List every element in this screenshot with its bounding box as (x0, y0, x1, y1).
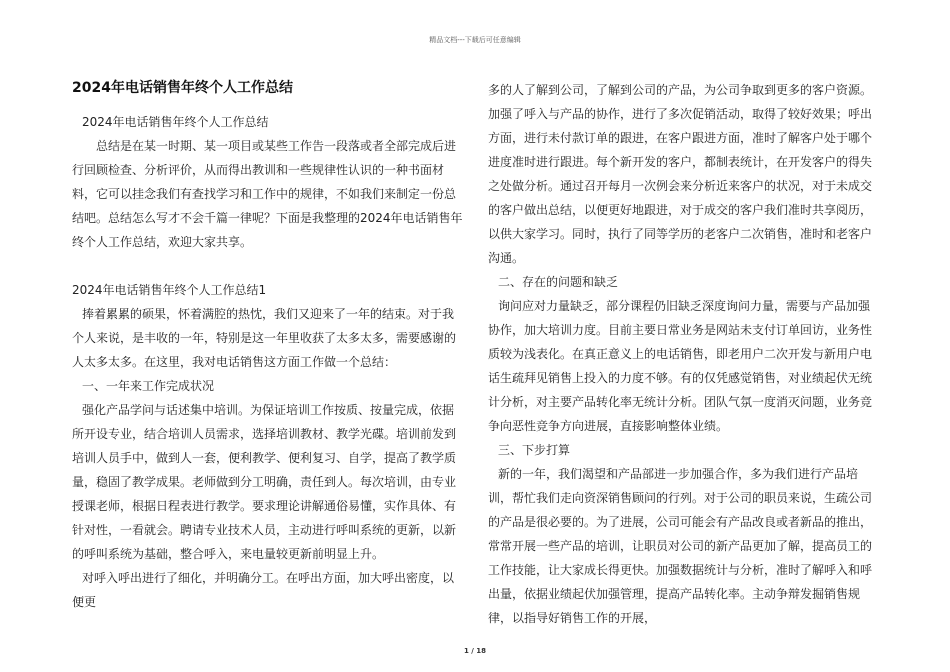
section-title: 2024年电话销售年终个人工作总结1 (72, 283, 267, 297)
body-paragraph: 对呼入呼出进行了细化，并明确分工。在呼出方面，加大呼出密度，以便更 (72, 571, 455, 609)
section-heading: 一、一年来工作完成状况 (82, 379, 215, 393)
body-paragraph: 捧着累累的硕果，怀着满腔的热忱，我们又迎来了一年的结束。对于我个人来说，是丰收的一年，特别是这一年里收获了太多太多，需要感谢的人太多太多。在这里，我对电话销售这方面工作做一个总结： (72, 307, 457, 369)
document-title: 2024年电话销售年终个人工作总结 (72, 80, 293, 96)
section-heading: 二、存在的问题和缺乏 (498, 275, 619, 289)
body-paragraph: 新的一年，我们渴望和产品部进一步加强合作，多为我们进行产品培训，帮忙我们走向资深销售顾问的行列。对于公司的职员来说，生疏公司的产品是很必要的。为了进展，公司可能会有产品改良或者新品的推出，常常开展一些产品的培训，让职员对公司的新产品更加了解，提高员工的工作技能，让大家成长得更快。加强数据统计与分析，准时了解呼入和呼出量，依据业绩起伏加强管理，提高产品转化率。主动争辩发掘销售规律，以指导好销售工作的开展， (488, 467, 873, 625)
document-subtitle: 2024年电话销售年终个人工作总结 (82, 115, 269, 129)
header-note: 精品文档---下载后可任意编辑 (429, 36, 521, 44)
body-paragraph: 询问应对力量缺乏，部分课程仍旧缺乏深度询问力量，需要与产品加强协作，加大培训力度。目前主要日常业务是网站未支付订单回访，业务性质较为浅表化。在真正意义上的电话销售，即老用户二次开发与新用户电话生疏拜见销售上投入的力度不够。有的仅凭感觉销售，对业绩起伏无统计分析，对主要产品转化率无统计分析。团队气氛一度消灭问题，业务竞争向恶性竞争方向进展，直接影响整体业绩。 (488, 299, 873, 433)
section-heading: 三、下步打算 (498, 443, 571, 457)
right-column (488, 78, 880, 630)
intro-paragraph: 总结是在某一时期、某一项目或某些工作告一段落或者全部完成后进行回顾检查、分析评价，从而得出教训和一些规律性认识的一种书面材料，它可以挂念我们有查找学习和工作中的规律，不如我们来制定一份总结吧。总结怎么写才不会千篇一律呢？下面是我整理的2024年电话销售年终个人工作总结，欢迎大家共享。 (72, 139, 463, 249)
spacer (72, 254, 464, 278)
page-number: 1 / 18 (463, 647, 487, 655)
body-paragraph: 强化产品学问与话述集中培训。为保证培训工作按质、按量完成，依据所开设专业，结合培训人员需求，选择培训教材、教学光碟。培训前发到培训人员手中，做到人一套，便利教学、便利复习、自学，提高了教学质量，稳固了教学成果。老师做到分工明确，责任到人。每次培训，由专业授课老师，根据日程表进行教学。要求理论讲解通俗易懂，实作具体、有针对性，一看就会。聘请专业技术人员，主动进行呼叫系统的更新，以新的呼叫系统为基础，整合呼入，来电量较更新前明显上升。 (72, 403, 457, 561)
left-column (72, 78, 464, 614)
body-paragraph: 多的人了解到公司，了解到公司的产品，为公司争取到更多的客户资源。加强了呼入与产品的协作，进行了多次促销活动，取得了较好效果；呼出方面，进行未付款订单的跟进，在客户跟进方面，准时了解客户处于哪个进度准时进行跟进。每个新开发的客户，都制表统计，在开发客户的得失之处做分析。通过召开每月一次例会来分析近来客户的状况，对于未成交的客户做出总结，以便更好地跟进，对于成交的客户我们准时共享阅历，以供大家学习。同时，执行了同等学历的老客户二次销售，准时和老客户沟通。 (488, 83, 873, 265)
